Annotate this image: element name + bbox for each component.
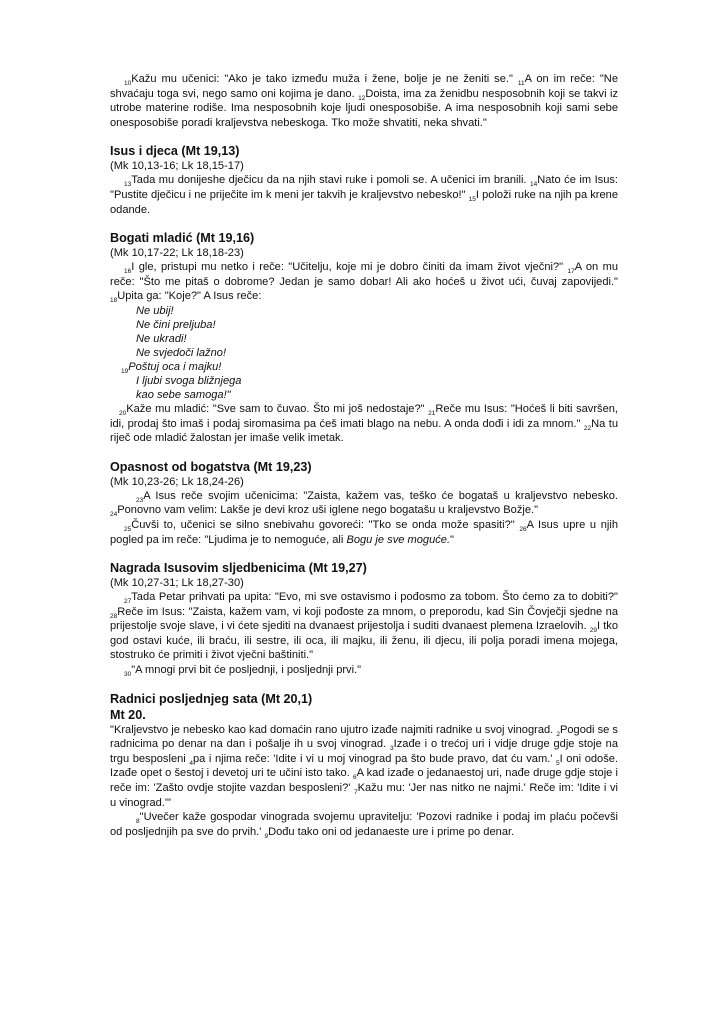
verse-number: 21 (428, 410, 436, 418)
cross-reference: (Mk 10,23-26; Lk 18,24-26) (110, 475, 244, 488)
verse-number: 28 (110, 612, 118, 620)
verse-number: 7 (353, 789, 358, 797)
section-title: Isus i djeca (Mt 19,13) (110, 144, 240, 159)
poem-line: I ljubi svoga bližnjega (136, 374, 242, 387)
spacer (110, 130, 618, 143)
emphasis-text: Bogu je sve moguće. (346, 533, 451, 546)
verse-number: 16 (124, 268, 132, 276)
section-title: Nagrada Isusovim sljedbenicima (Mt 19,27) (110, 561, 367, 576)
section-title: Opasnost od bogatstva (Mt 19,23) (110, 459, 312, 474)
verse-number: 5 (556, 760, 560, 768)
section-title: Bogati mladić (Mt 19,16) (110, 231, 255, 246)
paragraph: $_{20}$Kaže mu mladić: "Sve sam to čuvao. Što mi još nedostaje?" $_{21}$Reče mu Isus: "Hoćeš li biti savršen, idi, prodaj što imaš i podaj siromasima pa ćeš imati blago na nebu. A onda dođi i idi za mnom." $_{22}$Na tu riječ ode mladić žalostan jer imaše velik imetak. (110, 402, 618, 445)
paragraph: $_{13}$Tada mu donijeshe dječicu da na njih stavi ruke i pomoli se. A učenici im branili. $_{14}$Nato će im Isus: "Pustite dječicu i ne priječite im k meni jer takvih je kraljevstvo nebesko!" $_{15}$I položi ruke na njih pa krene odande. (110, 174, 619, 216)
poem-line: kao sebe samoga!" (136, 388, 231, 401)
verse-number: 2 (556, 730, 560, 738)
verse-number: 9 (264, 833, 269, 841)
poem-line: Ne ubij! (136, 304, 174, 317)
paragraph: $_{30}$"A mnogi prvi bit će posljednji, i posljednji prvi." (124, 664, 362, 679)
cross-reference: (Mk 10,13-16; Lk 18,15-17) (110, 160, 244, 173)
poem-line: Ne svjedoči lažno! (136, 346, 227, 359)
section-title: Radnici posljednjeg sata (Mt 20,1) (110, 691, 313, 706)
verse-number: 24 (110, 511, 118, 519)
verse-number: 6 (352, 774, 357, 782)
verse-number: 19 (121, 368, 129, 376)
spacer (110, 678, 618, 691)
poem-line: $_{19}$Poštuj oca i majku! (121, 360, 222, 376)
paragraph: "Kraljevstvo je nebesko kao kad domaćin rano ujutro izađe najmiti radnike u svoj vinograd. $_2$Pogodi se s radnicima po denar na dan i pošalje ih u svoj vinograd. $_3$Izađe i o trećoj uri i vidje druge gdje stoje na trgu besposleni $_4$pa i njima reče: 'Idite i vi u moj vinograd pa što bude pravo, dat ću vam.' $_5$I oni odoše. Izađe opet o šestoj i devetoj uri te učini isto tako. $_6$A kad izađe o jedanaestoj uri, nađe druge gdje stoje i reče im: 'Zašto ovdje stojite vazdan besposleni?' $_7$Kažu mu: 'Jer nas nitko ne najmi.' Reče im: 'Idite i vi u vinograd.'" (110, 723, 619, 809)
poem-line: Ne ukradi! (136, 332, 187, 345)
verse-number: 30 (124, 671, 132, 679)
verse-number: 18 (110, 297, 118, 305)
verse-number: 23 (136, 496, 144, 504)
paragraph: $_{16}$I gle, pristupi mu netko i reče: "Učitelju, koje mi je dobro činiti da imam život vječni?" $_{17}$A on mu reče: "Što me pitaš o dobrome? Jedan je samo dobar! Ali ako hoćeš u život ući, čuvaj zapovijedi." $_{18}$Upita ga: "Koje?" A Isus reče: (110, 261, 618, 305)
verse-number: 15 (468, 196, 476, 204)
verse-number: 29 (589, 627, 597, 635)
verse-number: 17 (567, 268, 575, 276)
chapter-heading: Mt 20. (110, 707, 146, 722)
paragraph: $_{25}$Čuvši to, učenici se silno snebivahu govoreći: "Tko se onda može spasiti?" $_{26}$A Isus upre u njih pogled pa im reče: "Ljudima je to nemoguće, ali Bogu je sve moguće." (110, 518, 618, 546)
verse-number: 11 (517, 80, 525, 88)
verse-number: 20 (119, 410, 127, 418)
paragraph: $_8$"Uvečer kaže gospodar vinograda svojemu upravitelju: 'Pozovi radnike i podaj im plaću počevši od posljednjih pa sve do prvih.' $_9$Dođu tako oni od jedanaeste ure i prime po denar. (110, 811, 618, 841)
verse-number: 26 (519, 526, 527, 534)
verse-number: 4 (189, 760, 193, 768)
verse-number: 14 (530, 181, 538, 189)
spacer (110, 446, 618, 459)
cross-reference: (Mk 10,17-22; Lk 18,18-23) (110, 247, 244, 260)
poem-line: Ne čini preljuba! (136, 318, 216, 331)
paragraph: $_{23}$A Isus reče svojim učenicima: "Zaista, kažem vas, teško će bogataš u kraljevstvo nebesko. $_{24}$Ponovno vam velim: Lakše je devi kroz uši iglene nego bogatašu u kraljevstvo Božje." (110, 489, 618, 519)
verse-number: 3 (390, 745, 394, 753)
verse-number: 13 (124, 181, 132, 189)
spacer (110, 217, 618, 230)
verse-number: 12 (358, 94, 366, 102)
spacer (110, 547, 618, 560)
verse-number: 10 (124, 80, 132, 88)
verse-number: 25 (124, 526, 132, 534)
document-page (110, 72, 618, 839)
paragraph: $_{10}$Kažu mu učenici: "Ako je tako između muža i žene, bolje je ne ženiti se." $_{11}$A on im reče: "Ne shvaćaju toga svi, nego samo oni kojima je dano. $_{12}$Doista, ima za ženidbu nesposobnih koji se takvi iz utrobe materine rodiše. Ima nesposobnih koje ljudi onesposobiše. A ima nesposobnih koji sami sebe onesposobiše poradi kraljevstva nebeskoga. Tko može shvatiti, neka shvati." (110, 73, 618, 129)
cross-reference: (Mk 10,27-31; Lk 18,27-30) (110, 577, 244, 590)
verse-number: 22 (583, 424, 592, 432)
verse-number: 8 (136, 818, 140, 826)
verse-number: 27 (124, 598, 132, 606)
paragraph: $_{27}$Tada Petar prihvati pa upita: "Evo, mi sve ostavismo i pođosmo za tobom. Što ćemo za to dobiti?" $_{28}$Reče im Isus: "Zaista, kažem vam, vi koji pođoste za mnom, o preporodu, kad Sin Čovječji sjedne na prijestolje svoje slave, i vi ćete sjediti na dvanaest prijestolja i suditi dvanaest plemena Izraelovih. $_{29}$I tko god ostavi kuće, ili braću, ili sestre, ili oca, ili majku, ili ženu, ili djecu, ili polja poradi imena mojega, stostruko će primiti i život vječni baštiniti." (110, 591, 618, 662)
